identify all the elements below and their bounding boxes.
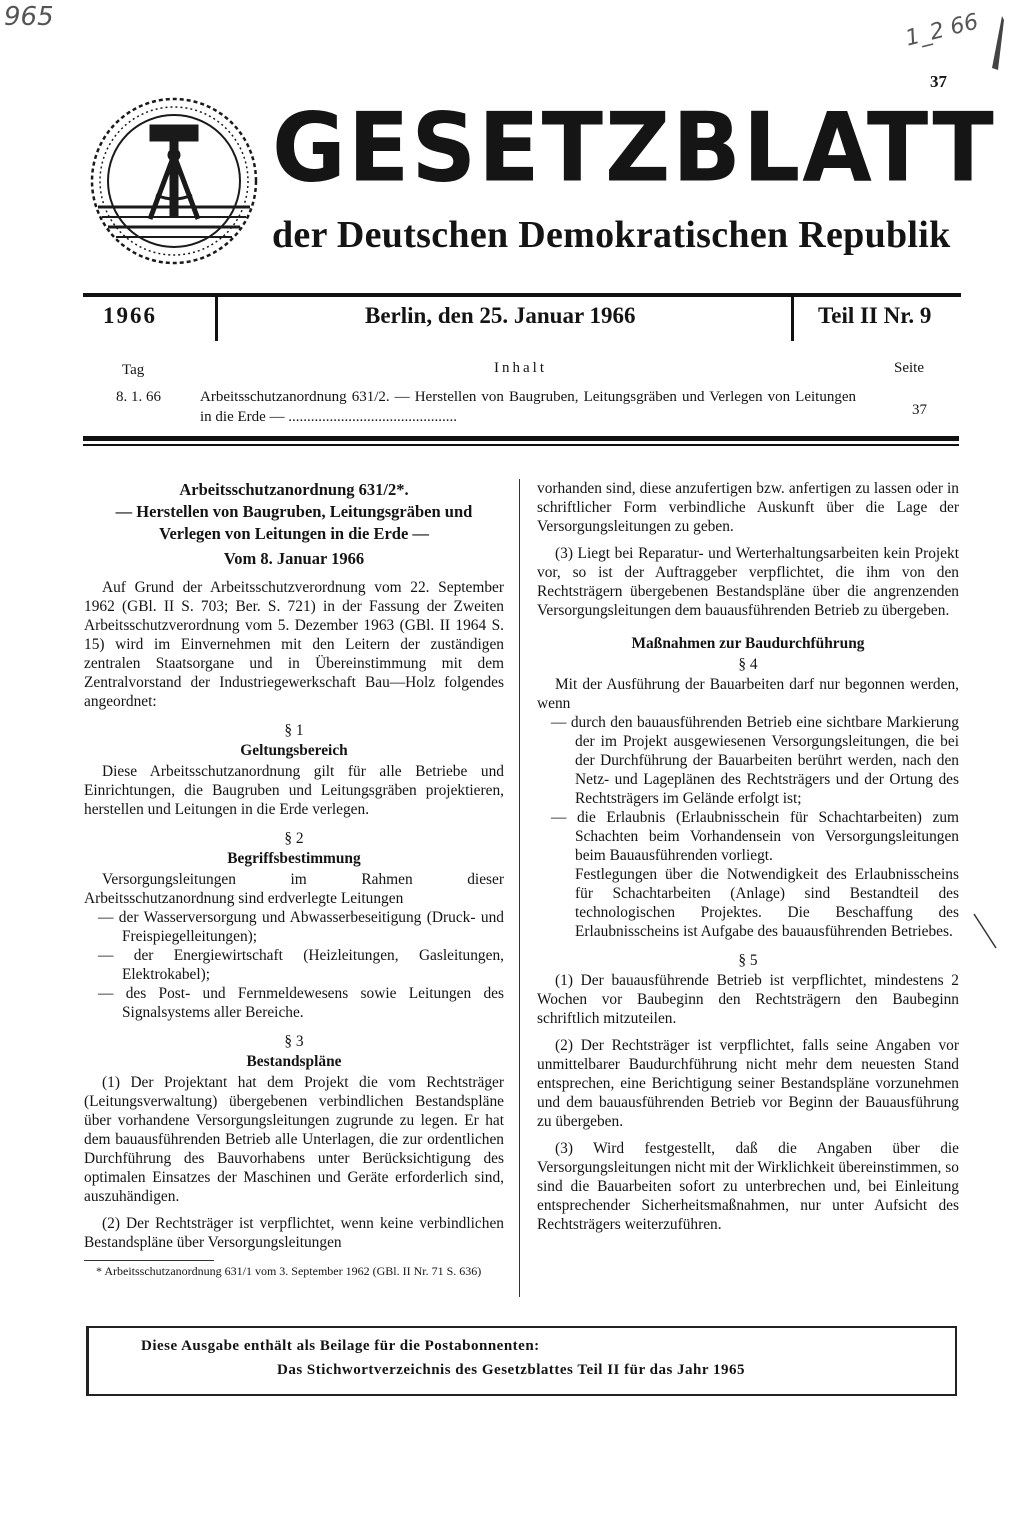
paragraph: (1) Der Projektant hat dem Projekt die vom Rechtsträger (Leitungsverwaltung) übergebenen verbindlichen Bestandspläne über vorhandene Versorgungsleitungen zugrunde zu legen. Er hat dem bauausführenden Betrieb alle Unterlagen, die zur ordentlichen Durchführung des Bauvorhabens unter Berücksichtigung des optimalen Einsatzes der Maschinen und Geräte erforderlich sind, auszuhändigen.	[84, 1074, 504, 1205]
footnote: * Arbeitsschutzanordnung 631/1 vom 3. September 1962 (GBl. II Nr. 71 S. 636)	[96, 1264, 482, 1278]
toc-entry-page: 37	[912, 402, 927, 418]
list-item: — des Post- und Fernmeldewesens sowie Leitungen des Signalsystems aller Bereiche.	[98, 985, 504, 1021]
masthead-subtitle: der Deutschen Demokratischen Republik	[272, 214, 951, 256]
supplement-line-1: Diese Ausgabe enthält als Beilage für die Postabonnenten:	[141, 1338, 540, 1354]
ordinance-date: Vom 8. Januar 1966	[223, 549, 365, 568]
toc-entry-text: Arbeitsschutzanordnung 631/2. — Herstellen von Baugruben, Leitungsgräben und Verlegen von Leitungen in die Erde — .............................................	[200, 389, 856, 425]
divider-rule	[83, 444, 959, 446]
issue-year: 1966	[103, 303, 157, 328]
section-heading: Maßnahmen zur Baudurchführung	[631, 635, 865, 652]
toc-header-inhalt: Inhalt	[494, 360, 547, 376]
issue-divider	[791, 297, 794, 341]
section-heading: Geltungsbereich	[240, 742, 348, 759]
state-emblem-icon	[88, 95, 260, 267]
section-number: § 4	[738, 656, 758, 673]
list-item: — die Erlaubnis (Erlaubnisschein für Schachtarbeiten) zum Schachten beim Vorhandensein von Versorgungsleitungen beim Bauausführenden vorliegt.	[551, 809, 959, 864]
ordinance-title: Arbeitsschutzanordnung 631/2*.	[179, 480, 409, 499]
section-number: § 3	[284, 1033, 304, 1050]
list-item: — der Energiewirtschaft (Heizleitungen, Gasleitungen, Elektrokabel);	[98, 947, 504, 983]
ordinance-subtitle: — Herstellen von Baugruben, Leitungsgräben und Verlegen von Leitungen in die Erde —	[115, 502, 473, 543]
paragraph: (3) Liegt bei Reparatur- und Werterhaltungsarbeiten kein Projekt vor, so ist der Auftraggeber verpflichtet, die ihm von den Rechtsträgern übergebenen Bestandspläne über die angrenzenden Versorgungsleitungen dem bauausführenden Betrieb zu übergeben.	[537, 545, 959, 619]
left-column	[84, 479, 504, 1279]
handwritten-date-top-right: 1_2 66	[903, 9, 981, 52]
handwritten-number-top-left: 965	[4, 2, 54, 32]
column-divider	[519, 479, 520, 1297]
pen-mark	[986, 14, 1006, 74]
divider-rule	[83, 436, 959, 441]
footnote-rule	[84, 1260, 214, 1261]
section-number: § 5	[738, 952, 758, 969]
toc-header-tag: Tag	[122, 362, 145, 378]
paragraph: Festlegungen über die Notwendigkeit des Erlaubnisscheins für Schachtarbeiten (Anlage) sind Bestandteil des technologischen Projektes. Die Beschaffung des Erlaubnisscheins ist Aufgabe des bauausführenden Betriebes.	[575, 866, 959, 940]
section-number: § 2	[284, 830, 304, 847]
issue-divider	[215, 297, 218, 341]
toc-entry-date: 8. 1. 66	[116, 389, 161, 405]
supplement-notice	[86, 1326, 957, 1396]
paragraph: (1) Der bauausführende Betrieb ist verpflichtet, mindestens 2 Wochen vor Baubeginn den Rechtsträgern den Baubeginn schriftlich mitzuteilen.	[537, 972, 959, 1027]
paragraph: (2) Der Rechtsträger ist verpflichtet, falls seine Angaben vor unmittelbarer Baudurchführung nicht mehr dem neuesten Stand entsprechen, eine Berichtigung seiner Bestandspläne vorzunehmen und dem bauausführenden Betrieb vor Beginn der Bauausführung zu übergeben.	[537, 1037, 959, 1130]
paragraph: vorhanden sind, diese anzufertigen bzw. anfertigen zu lassen oder in schriftlicher Form verbindliche Auskunft über die Lage der Versorgungsleitungen zu geben.	[537, 480, 959, 535]
issue-date: Berlin, den 25. Januar 1966	[365, 303, 636, 328]
issue-bar	[83, 293, 961, 343]
right-column	[537, 479, 959, 1234]
paragraph: (3) Wird festgestellt, daß die Angaben über die Versorgungsleitungen nicht mit der Wirklichkeit übereinstimmen, so sind die Bauarbeiten sofort zu unterbrechen und, bei Einleitung entsprechender Sicherheitsmaßnahmen, nur unter Aufsicht des Rechtsträgers weiterzuführen.	[537, 1140, 959, 1233]
margin-mark	[972, 912, 998, 952]
paragraph: (2) Der Rechtsträger ist verpflichtet, wenn keine verbindlichen Bestandspläne über Versorgungsleitungen	[84, 1215, 504, 1251]
list-item: — durch den bauausführenden Betrieb eine sichtbare Markierung der im Projekt ausgewiesenen Versorgungsleitungen, die bei der Durchführung der Bauarbeiten berührt werden, nach den Netz- und Lageplänen des Rechtsträgers und der Ortung des Rechtsträgers im Gelände erfolgt ist;	[551, 714, 959, 807]
toc-header-seite: Seite	[894, 360, 924, 376]
paragraph: Mit der Ausführung der Bauarbeiten darf nur begonnen werden, wenn	[537, 676, 959, 712]
preamble: Auf Grund der Arbeitsschutzverordnung vom 22. September 1962 (GBl. II S. 703; Ber. S. 721) in der Fassung der Zweiten Arbeitsschutzverordnung vom 5. Dezember 1963 (GBl. II 1964 S. 15) wird im Einvernehmen mit den Leitern der zuständigen zentralen Staatsorgane und in Übereinstimmung mit dem Zentralvorstand der Industriegewerkschaft Bau—Holz folgendes angeordnet:	[84, 579, 504, 710]
page-number: 37	[930, 72, 947, 91]
list-item: — der Wasserversorgung und Abwasserbeseitigung (Druck- und Freispiegelleitungen);	[98, 909, 504, 945]
issue-part: Teil II Nr. 9	[818, 303, 932, 328]
section-heading: Bestandspläne	[246, 1053, 342, 1070]
paragraph: Versorgungsleitungen im Rahmen dieser Arbeitsschutzanordnung sind erdverlegte Leitungen	[84, 871, 504, 907]
section-number: § 1	[284, 722, 304, 739]
masthead-title: GESETZBLATT	[272, 92, 996, 204]
paragraph: Diese Arbeitsschutzanordnung gilt für alle Betriebe und Einrichtungen, die Baugruben und Leitungsgräben projektieren, herstellen und Leitungen in die Erde verlegen.	[84, 763, 504, 818]
section-heading: Begriffsbestimmung	[227, 850, 361, 867]
supplement-line-2: Das Stichwortverzeichnis des Gesetzblattes Teil II für das Jahr 1965	[277, 1362, 746, 1378]
